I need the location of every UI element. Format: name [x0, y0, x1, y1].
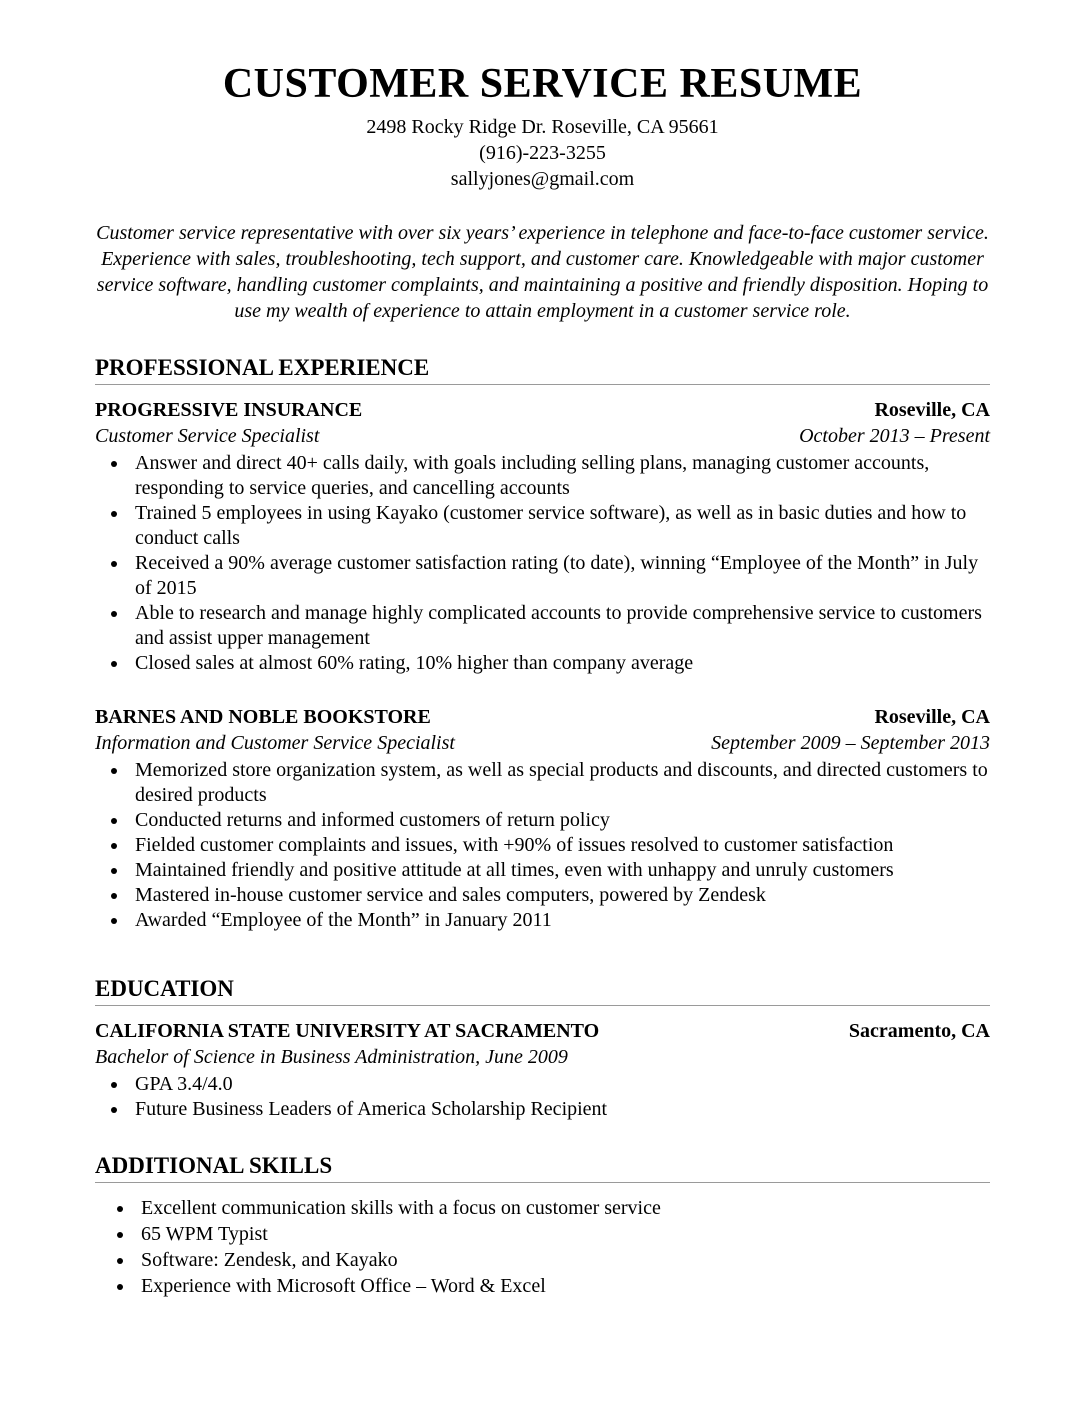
job-title-row [95, 423, 990, 449]
education-bullet-list [95, 1072, 990, 1122]
skills-entry [95, 1195, 990, 1299]
job-entry-barnes-noble [95, 704, 990, 933]
education-degree-row [95, 1044, 990, 1070]
bullet-item: • Awarded “Employee of the Month” in January 2011 [129, 908, 990, 933]
bullet-item: • Memorized store organization system, as well as special products and discounts, and directed customers to desired products [129, 758, 990, 808]
education-degree: Bachelor of Science in Business Administration, June 2009 [95, 1046, 568, 1068]
bullet-item: • Conducted returns and informed customers of return policy [129, 808, 990, 833]
job-location: Roseville, CA [874, 399, 990, 421]
bullet-item: • Closed sales at almost 60% rating, 10% higher than company average [129, 651, 990, 676]
contact-phone: (916)-223-3255 [479, 142, 606, 164]
education-school: CALIFORNIA STATE UNIVERSITY AT SACRAMENTO [95, 1020, 600, 1042]
bullet-item: • Received a 90% average customer satisfaction rating (to date), winning “Employee of the Month” in July of 2015 [129, 551, 990, 601]
job-header-row [95, 704, 990, 730]
contact-address: 2498 Rocky Ridge Dr. Roseville, CA 95661 [366, 116, 719, 138]
summary-text: Customer service representative with over six years’ experience in telephone and face-to-face customer service. Experience with sales, troubleshooting, tech support, and customer care. Knowledgeable with major customer service software, handling customer complaints, and maintaining a positive and friendly disposition. Hoping to use my wealth of experience to attain employment in a customer service role. [96, 222, 989, 322]
job-dates: September 2009 – September 2013 [711, 732, 990, 754]
bullet-item: • Future Business Leaders of America Scholarship Recipient [129, 1097, 990, 1122]
section-heading-skills: ADDITIONAL SKILLS [95, 1152, 990, 1183]
contact-email: sallyjones@gmail.com [450, 168, 635, 190]
job-header-row [95, 397, 990, 423]
skills-bullet-list [95, 1195, 990, 1299]
resume-header [95, 60, 990, 192]
job-company: PROGRESSIVE INSURANCE [95, 399, 363, 421]
job-location: Roseville, CA [874, 706, 990, 728]
job-bullet-list [95, 758, 990, 933]
job-entry-progressive [95, 397, 990, 676]
job-title: Information and Customer Service Specialist [95, 732, 455, 754]
bullet-item: • Answer and direct 40+ calls daily, with goals including selling plans, managing customer accounts, responding to service queries, and cancelling accounts [129, 451, 990, 501]
bullet-item: • Software: Zendesk, and Kayako [135, 1247, 990, 1273]
bullet-item: • Excellent communication skills with a focus on customer service [135, 1195, 990, 1221]
job-dates: October 2013 – Present [799, 425, 990, 447]
bullet-item: • Maintained friendly and positive attitude at all times, even with unhappy and unruly customers [129, 858, 990, 883]
bullet-item: • Experience with Microsoft Office – Word & Excel [135, 1273, 990, 1299]
bullet-item: • Trained 5 employees in using Kayako (customer service software), as well as in basic duties and how to conduct calls [129, 501, 990, 551]
education-header-row [95, 1018, 990, 1044]
job-title: Customer Service Specialist [95, 425, 320, 447]
bullet-item: • GPA 3.4/4.0 [129, 1072, 990, 1097]
job-company: BARNES AND NOBLE BOOKSTORE [95, 706, 431, 728]
bullet-item: • Fielded customer complaints and issues, with +90% of issues resolved to customer satisfaction [129, 833, 990, 858]
section-heading-experience: PROFESSIONAL EXPERIENCE [95, 354, 990, 385]
education-location: Sacramento, CA [848, 1020, 990, 1042]
job-title-row [95, 730, 990, 756]
bullet-item: • Able to research and manage highly complicated accounts to provide comprehensive service to customers and assist upper management [129, 601, 990, 651]
section-heading-education: EDUCATION [95, 975, 990, 1006]
education-entry [95, 1018, 990, 1122]
bullet-item: • 65 WPM Typist [135, 1221, 990, 1247]
page-title: CUSTOMER SERVICE RESUME [222, 61, 863, 107]
job-bullet-list [95, 451, 990, 676]
bullet-item: • Mastered in-house customer service and sales computers, powered by Zendesk [129, 883, 990, 908]
